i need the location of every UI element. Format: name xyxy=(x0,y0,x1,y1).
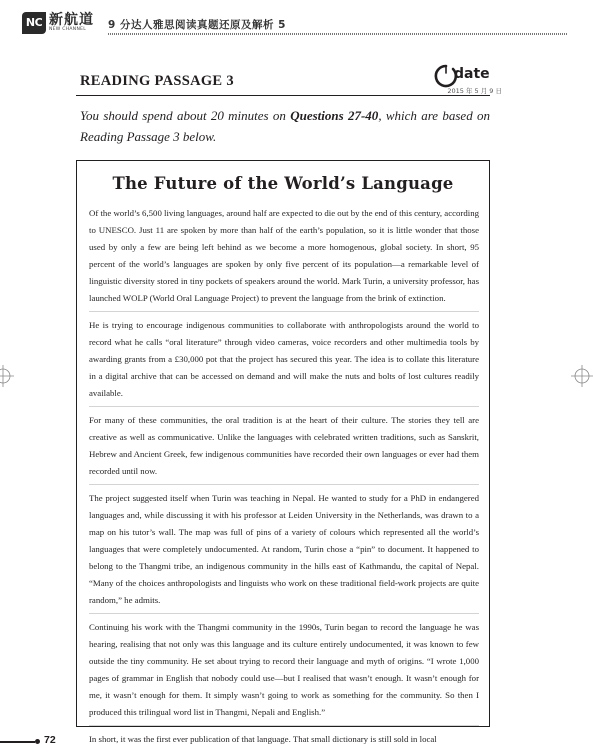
logo-mark: NC xyxy=(22,12,46,34)
page-number: 72 xyxy=(44,734,56,746)
heading-rule xyxy=(76,95,490,96)
date-block xyxy=(432,60,502,100)
paragraph-6: In short, it was the first ever publication of that language. That small dictionary is still sold in local xyxy=(89,734,437,744)
header-rule xyxy=(108,33,567,35)
paragraph-2: He is trying to encourage indigenous communities to collaborate with anthropologists around the world to record what he calls “oral literature” through video cameras, voice recorders and other multimedia tools by awarding grants from a £30,000 pot that the project has secured this year. The idea is to collate this literature in a digital archive that can be accessed on demand and will make the nuts and bolts of lost cultures readily available. xyxy=(89,320,479,398)
registration-mark-icon xyxy=(571,365,593,387)
paragraph-5: Continuing his work with the Thangmi community in the 1990s, Turin began to record the language he was hearing, realising that not only was this language and its culture entirely undocumented, it was known to few outside the tiny community. He set about trying to record their language and myth of origins. “I wrote 1,000 pages of grammar in English that nobody could use—but I realised that wasn’t enough. It wasn’t enough for me, it wasn’t enough for them. It simply wasn’t going to work as something for the community. So then I produced this trilingual word list in Thangmi, Nepali and English.” xyxy=(89,622,479,717)
paragraph-3: For many of these communities, the oral tradition is at the heart of their culture. The stories they tell are creative as well as communicative. Unlike the languages with celebrated written traditions, such as Sanskrit, Hebrew and Ancient Greek, few indigenous communities have recorded their own languages or ever had them recorded until now. xyxy=(89,415,479,476)
instructions-after: , which are based on Reading Passage 3 below. xyxy=(80,108,490,144)
passage-body xyxy=(89,205,479,748)
paragraph-4: The project suggested itself when Turin was teaching in Nepal. He wanted to study for a PhD in endangered languages and, while discussing it with his professor at Leiden University in the Netherlands, was drawn to a map on his tutor’s wall. The map was full of pins of a variety of colours which represented all the world’s languages that were completely undocumented. At random, Turin chose a “pin” to document. It happened to belong to the Thangmi tribe, an indigenous community in the hills east of Kathmandu, the capital of Nepal. “Many of the choices anthropologists and linguists who work on these traditional field-work projects are quite random,” he admits. xyxy=(89,493,479,605)
footer-dot xyxy=(35,739,40,744)
logo-brand: 新航道 xyxy=(49,12,94,28)
book-title: 9 分达人雅思阅读真题还原及解析 5 xyxy=(108,19,286,31)
instructions-before: You should spend about 20 minutes on xyxy=(80,108,291,123)
paragraph-divider xyxy=(89,406,479,407)
paragraph-1: Of the world’s 6,500 living languages, around half are expected to die out by the end of this century, according to UNESCO. Just 11 are spoken by more than half of the earth’s population, so it is little wonder that those used by only a few are being left behind as we become a more homogenous, global society. In short, 95 percent of the world’s languages are spoken by only five percent of its population—a remarkable level of linguistic diversity stored in tiny pockets of speakers around the world. Mark Turin, a university professor, has launched WOLP (World Oral Language Project) to prevent the language from the brink of extinction. xyxy=(89,208,479,303)
paragraph-divider xyxy=(89,725,479,726)
paragraph-divider xyxy=(89,613,479,614)
logo-subtitle: NEW CHANNEL xyxy=(49,27,87,32)
paragraph-divider xyxy=(89,311,479,312)
instructions-questions: Questions 27-40 xyxy=(290,108,379,123)
publisher-logo xyxy=(22,12,100,36)
instructions xyxy=(80,105,490,147)
date-value: 2015 年 5 月 9 日 xyxy=(447,87,502,95)
paragraph-divider xyxy=(89,484,479,485)
passage-label: READING PASSAGE 3 xyxy=(80,73,234,89)
passage-title: The Future of the World’s Language xyxy=(112,174,454,193)
date-word: date xyxy=(454,66,490,82)
registration-mark-icon xyxy=(0,365,14,387)
footer-rule xyxy=(0,741,35,743)
passage-box xyxy=(76,160,490,744)
page-header xyxy=(22,10,567,38)
